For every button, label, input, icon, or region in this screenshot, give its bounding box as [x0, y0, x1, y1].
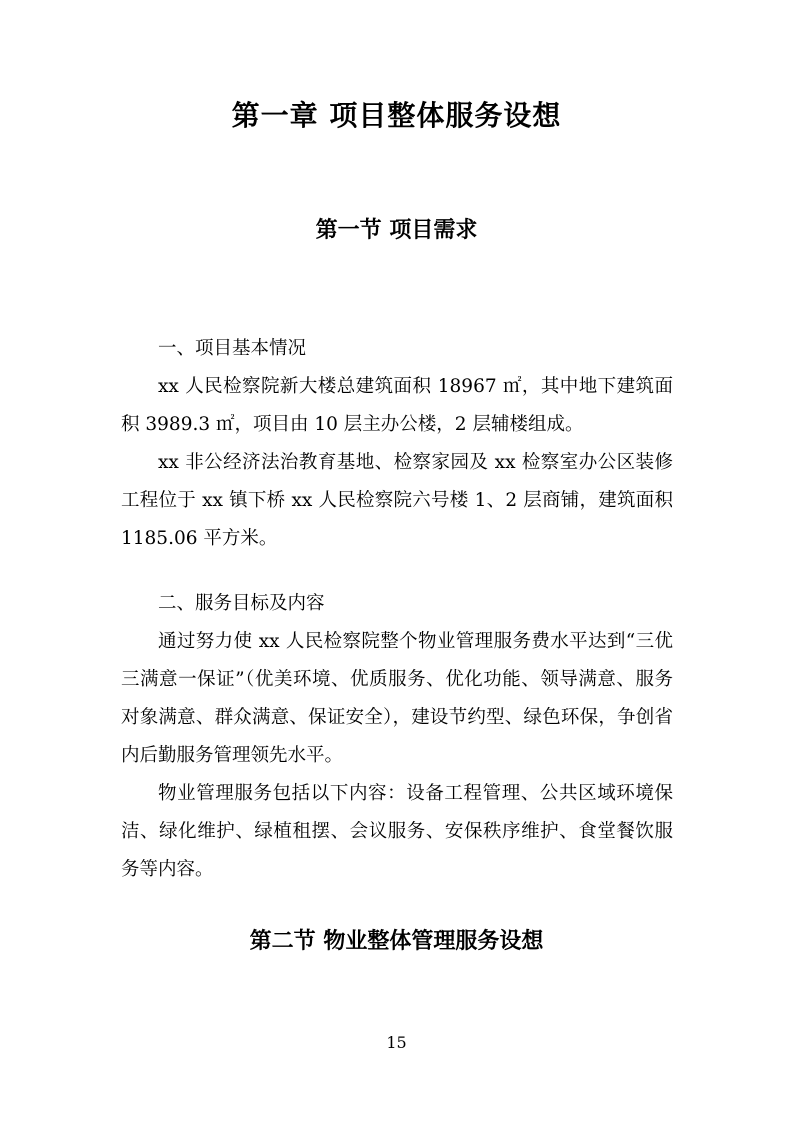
page-number: 15 — [386, 1033, 407, 1052]
section-title: 第一节 项目需求 — [315, 217, 478, 243]
paragraph: 通过努力使 xx 人民检察院整个物业管理服务费水平达到“三优三满意一保证”（优美环境、优质服务、优化功能、领导满意、服务对象满意、群众满意、保证安全），建设节约型、绿色环保，争创省内后勤服务管理领先水平。 — [121, 631, 673, 766]
section-part-service-goals — [121, 585, 673, 889]
part-heading: 一、项目基本情况 — [158, 338, 307, 359]
section-title: 第二节 物业整体管理服务设想 — [249, 928, 544, 954]
paragraph: 物业管理服务包括以下内容：设备工程管理、公共区域环境保洁、绿化维护、绿植租摆、会议服务、安保秩序维护、食堂餐饮服务等内容。 — [121, 783, 673, 880]
paragraph: xx 人民检察院新大楼总建筑面积 18967 ㎡，其中地下建筑面积 3989.3 ㎡，项目由 10 层主办公楼，2 层辅楼组成。 — [121, 376, 673, 435]
section-part-project-basics — [121, 330, 673, 558]
paragraph: xx 非公经济法治教育基地、检察家园及 xx 检察室办公区装修工程位于 xx 镇下桥 xx 人民检察院六号楼 1、2 层商铺，建筑面积 1185.06 平方米。 — [121, 452, 673, 549]
chapter-title: 第一章 项目整体服务设想 — [231, 99, 562, 132]
part-heading: 二、服务目标及内容 — [158, 593, 325, 614]
